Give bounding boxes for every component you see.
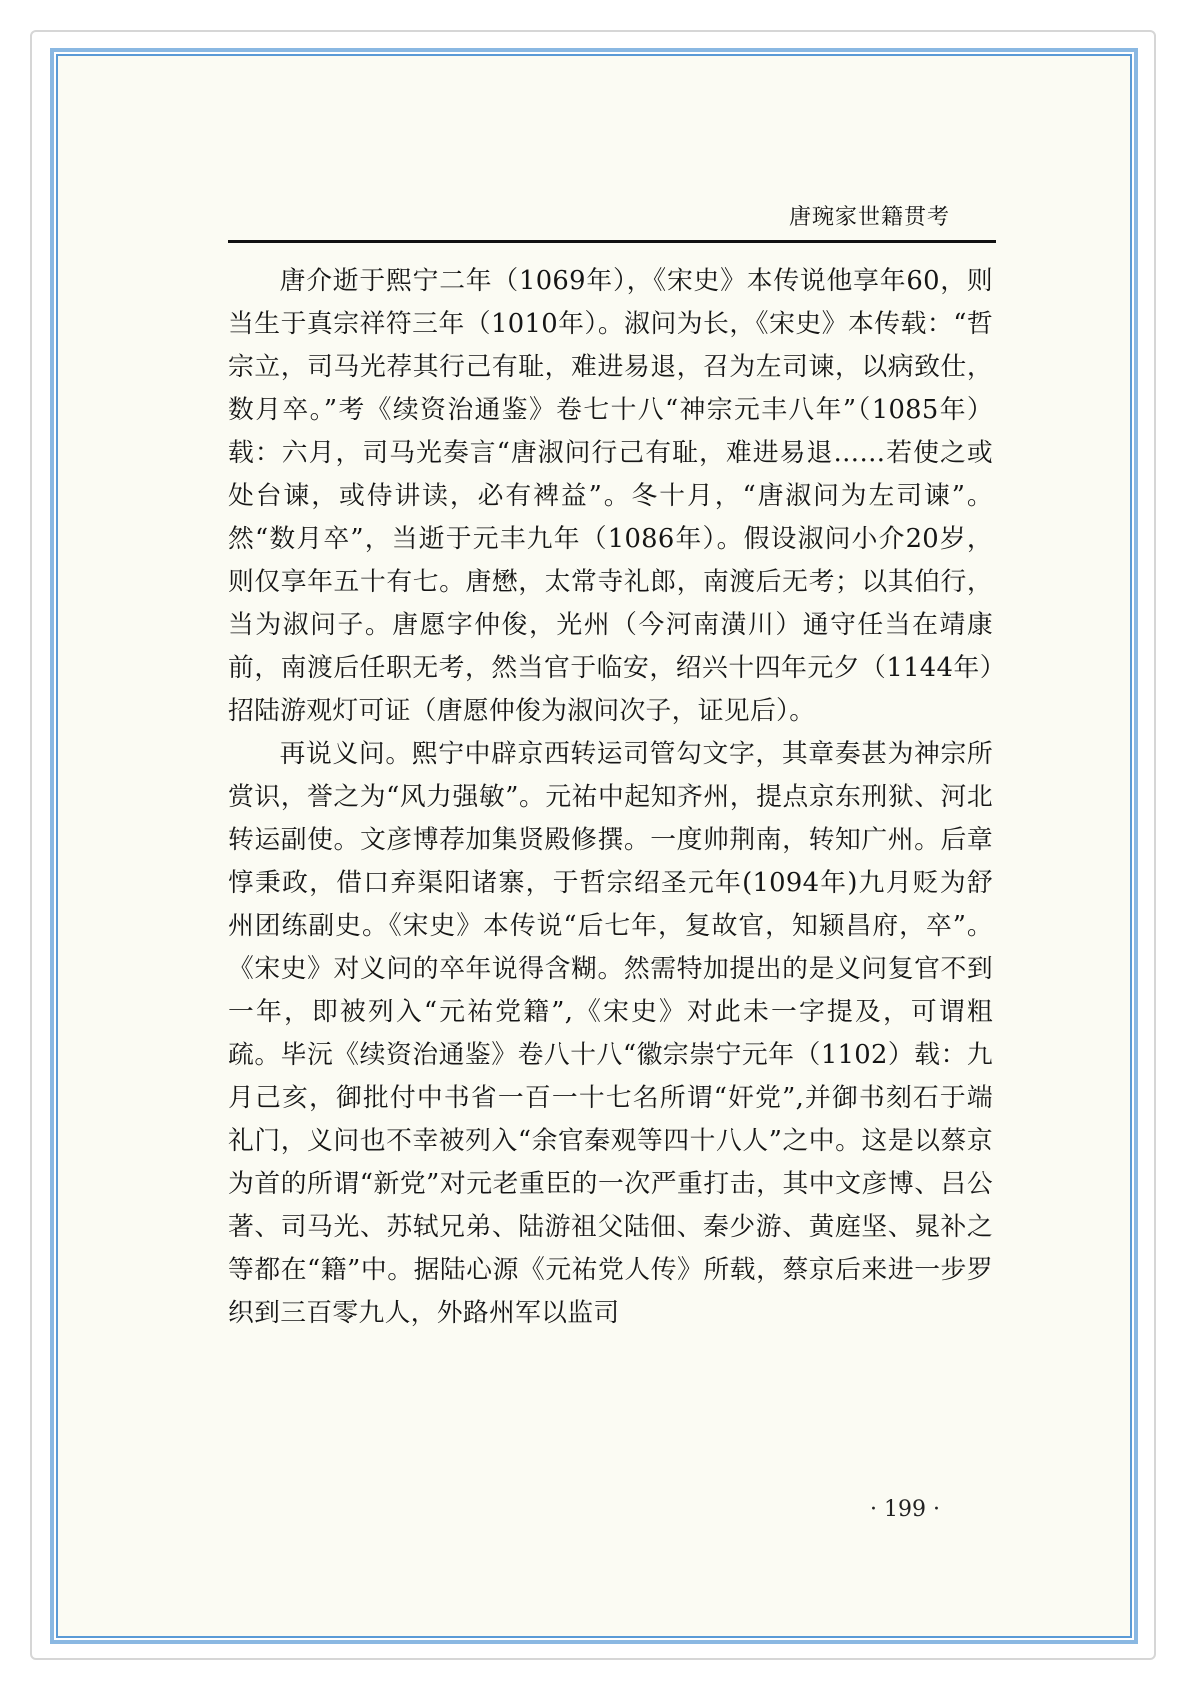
paragraph: 唐介逝于熙宁二年（1069年），《宋史》本传说他享年60，则当生于真宗祥符三年（1010年）。淑问为长，《宋史》本传载：“哲宗立，司马光荐其行己有耻，难进易退，召为左司谏，以病致仕，数月卒。”考《续资治通鉴》卷七十八“神宗元丰八年”（1085年）载：六月，司马光奏言“唐淑问行己有耻，难进易退……若使之或处台谏，或侍讲读，必有裨益”。冬十月，“唐淑问为左司谏”。然“数月卒”，当逝于元丰九年（1086年）。假设淑问小介20岁，则仅享年五十有七。唐懋，太常寺礼郎，南渡后无考；以其伯行，当为淑问子。唐愿字仲俊，光州（今河南潢川）通守任当在靖康前，南渡后任职无考，然当官于临安，绍兴十四年元夕（1144年）招陆游观灯可证（唐愿仲俊为淑问次子，证见后）。 <box>228 266 993 726</box>
body-text <box>228 260 993 1335</box>
paragraph: 再说义问。熙宁中辟京西转运司管勾文字，其章奏甚为神宗所赏识，誉之为“风力强敏”。元祐中起知齐州，提点京东刑狱、河北转运副使。文彦博荐加集贤殿修撰。一度帅荆南，转知广州。后章惇秉政，借口弃渠阳诸寨，于哲宗绍圣元年(1094年)九月贬为舒州团练副史。《宋史》本传说“后七年，复故官，知颍昌府，卒”。《宋史》对义问的卒年说得含糊。然需特加提出的是义问复官不到一年，即被列入“元祐党籍”,《宋史》对此未一字提及，可谓粗疏。毕沅《续资治通鉴》卷八十八“徽宗崇宁元年（1102）载：九月己亥，御批付中书省一百一十七名所谓“奸党”,并御书刻石于端礼门，义问也不幸被列入“余官秦观等四十八人”之中。这是以蔡京为首的所谓“新党”对元老重臣的一次严重打击，其中文彦博、吕公著、司马光、苏轼兄弟、陆游祖父陆佃、秦少游、黄庭坚、晁补之等都在“籍”中。据陆心源《元祐党人传》所载，蔡京后来进一步罗织到三百零九人，外路州军以监司 <box>228 739 993 1328</box>
header-rule <box>228 240 996 243</box>
running-head: 唐琬家世籍贯考 <box>788 205 950 230</box>
page-number: · 199 · <box>870 1497 940 1522</box>
